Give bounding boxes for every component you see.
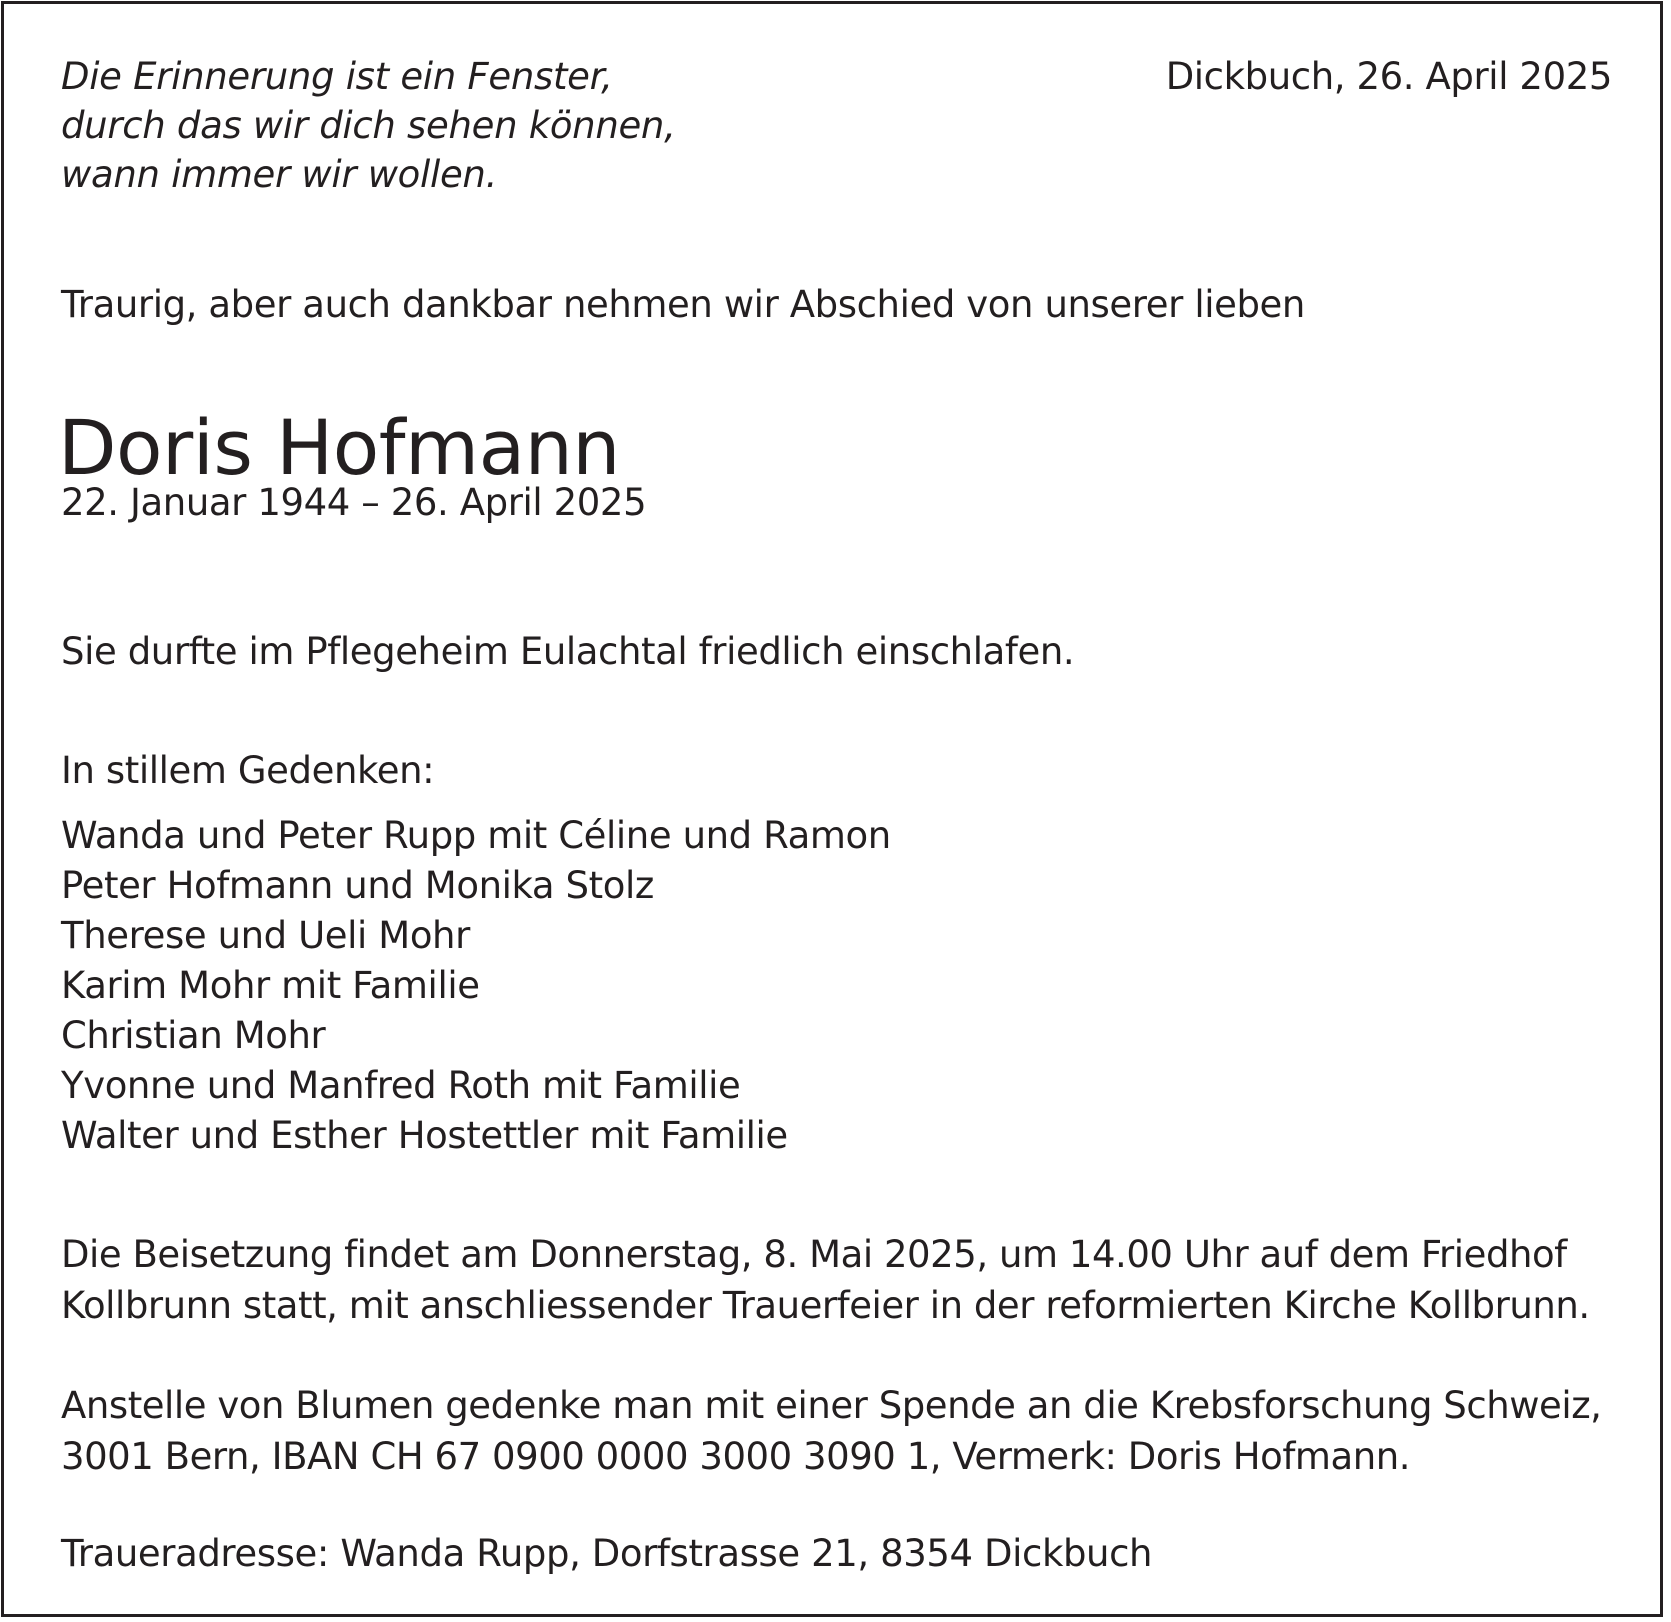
place-date: Dickbuch, 26. April 2025 xyxy=(1165,55,1612,98)
burial-info xyxy=(61,1229,1590,1331)
donation-info xyxy=(61,1380,1601,1482)
passing-note: Sie durfte im Pflegeheim Eulachtal friedlich einschlafen. xyxy=(61,630,1075,673)
mourner-name: Peter Hofmann und Monika Stolz xyxy=(61,864,654,907)
mourner-name: Karim Mohr mit Familie xyxy=(61,964,480,1007)
donation-line: 3001 Bern, IBAN CH 67 0900 0000 3000 3090 1, Vermerk: Doris Hofmann. xyxy=(61,1435,1411,1478)
mourner-name: Wanda und Peter Rupp mit Céline und Ramon xyxy=(61,814,891,857)
burial-line: Kollbrunn statt, mit anschliessender Trauerfeier in der reformierten Kirche Kollbrunn. xyxy=(61,1284,1590,1327)
mourners-heading: In stillem Gedenken: xyxy=(61,749,435,792)
mourner-name: Yvonne und Manfred Roth mit Familie xyxy=(61,1064,741,1107)
mourner-name: Christian Mohr xyxy=(61,1014,326,1057)
burial-line: Die Beisetzung findet am Donnerstag, 8. Mai 2025, um 14.00 Uhr auf dem Friedhof xyxy=(61,1233,1567,1276)
mourner-name: Therese und Ueli Mohr xyxy=(61,914,470,957)
donation-line: Anstelle von Blumen gedenke man mit einer Spende an die Krebsforschung Schweiz, xyxy=(61,1384,1602,1427)
deceased-name: Doris Hofmann xyxy=(58,403,620,492)
mourning-address: Traueradresse: Wanda Rupp, Dorfstrasse 21, 8354 Dickbuch xyxy=(61,1532,1153,1575)
life-dates: 22. Januar 1944 – 26. April 2025 xyxy=(61,481,647,524)
quote-line: durch das wir dich sehen können, xyxy=(61,104,676,147)
mourner-name: Walter und Esther Hostettler mit Familie xyxy=(61,1114,788,1157)
mourners-list xyxy=(61,811,891,1161)
intro-text: Traurig, aber auch dankbar nehmen wir Abschied von unserer lieben xyxy=(61,283,1305,326)
memorial-quote xyxy=(61,52,676,199)
quote-line: Die Erinnerung ist ein Fenster, xyxy=(61,55,613,98)
notice-border xyxy=(1,1,1663,1617)
quote-line: wann immer wir wollen. xyxy=(61,153,498,196)
